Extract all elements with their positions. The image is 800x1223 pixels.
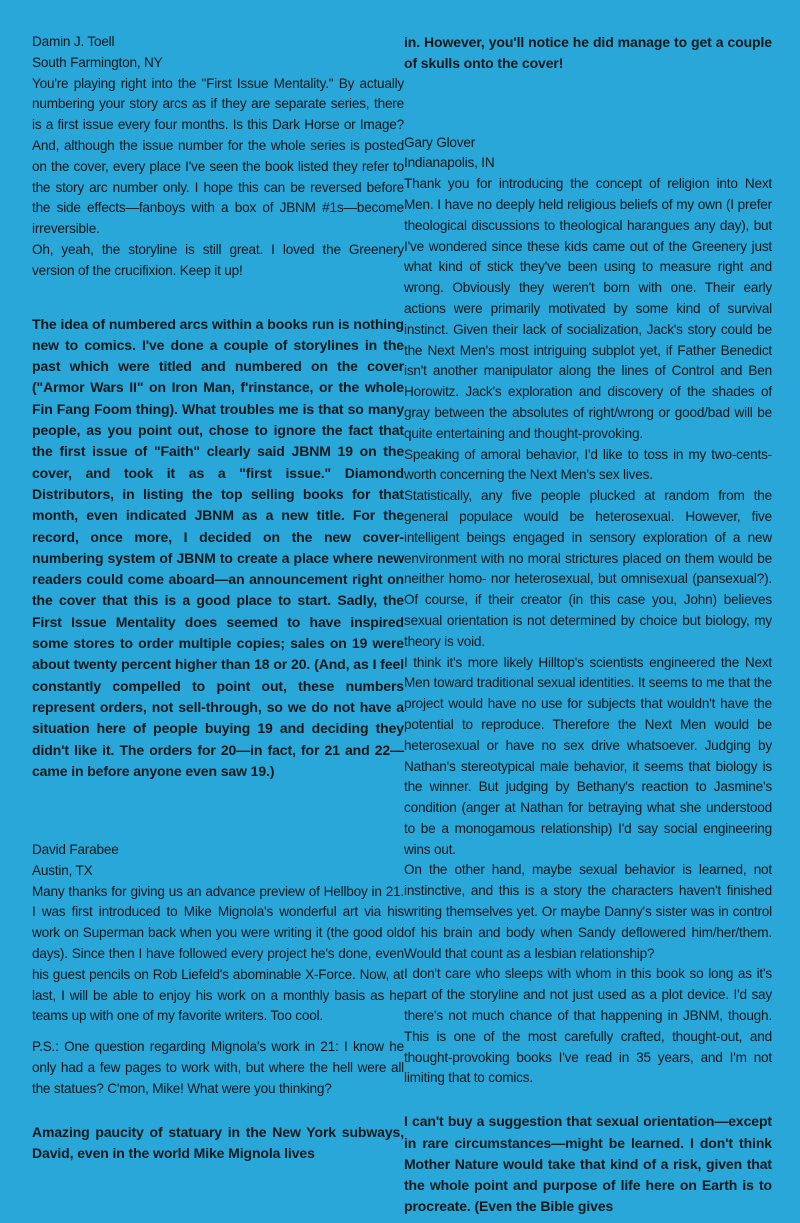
letter-author: David Farabee (32, 842, 119, 858)
left-column (32, 32, 404, 1164)
letter-author: Gary Glover (404, 134, 476, 150)
editor-response-continued: in. However, you'll notice he did manage to get a couple of skulls onto the cover! (404, 34, 772, 72)
letter-toell (32, 32, 404, 282)
editor-response: Amazing paucity of statuary in the New York subways, David, even in the world Mike Mignola lives (32, 1123, 404, 1161)
letter-paragraph: Thank you for introducing the concept of religion into Next Men. I have no deeply held religious beliefs of my own (I prefer theological discussions to theological harangues any day), but I've wondered since these kids came out of the Greenery just what kind of stick they've been using to measure right and wrong. Obviously they weren't born with one. Their early actions were primarily motivated by some kind of survival instinct. Given their lack of socialization, Jack's story could be the Next Men's most intriguing subplot yet, if Father Benedict isn't another manipulator along the lines of Control and Ben Horowitz. Jack's exploration and discovery of the shades of gray between the absolutes of right/wrong or good/bad will be quite entertaining and thought-provoking. (404, 176, 772, 441)
letter-location: Indianapolis, IN (404, 155, 495, 171)
letter-glover (404, 133, 772, 1090)
letter-paragraph: Speaking of amoral behavior, I'd like to toss in my two-cents-worth concerning the Next Men's sex lives. (404, 446, 772, 483)
letter-farabee (32, 840, 404, 1100)
letter-location: Austin, TX (32, 862, 93, 878)
letter-paragraph: P.S.: One question regarding Mignola's work in 21: I know he only had a few pages to work with, but where the hell were all the statues? C'mon, Mike! What were you thinking? (32, 1039, 404, 1096)
right-column (404, 32, 772, 1218)
letter-paragraph: Many thanks for giving us an advance preview of Hellboy in 21. I was first introduced to Mike Mignola's wonderful art via his work on Superman back when you were writing it (the good old days). Since then I have followed every project he's done, even his guest pencils on Rob Liefeld's abominable X-Force. Now, at last, I will be able to enjoy his work on a monthly basis as he teams up with one of my favorite writers. Too cool. (32, 883, 404, 1024)
letter-paragraph: I don't care who sleeps with whom in this book so long as it's part of the storyline and not just used as a plot device. I'd say there's not much chance of that happening in JBNM, though. This is one of the most carefully crafted, thought-out, and thought-provoking books I've read in 35 years, and I'm not limiting that to comics. (404, 966, 772, 1086)
editor-response: I can't buy a suggestion that sexual orientation—except in rare circumstances—might be learned. I don't think Mother Nature would take that kind of a risk, given that the whole point and purpose of life here on Earth is to procreate. (Even the Bible gives (404, 1113, 772, 1215)
letter-paragraph: On the other hand, maybe sexual behavior is learned, not instinctive, and this is a story the characters haven't finished writing themselves yet. Or maybe Danny's sister was in control of his brain and body when Sandy deflowered him/her/them. Would that count as a lesbian relationship? (404, 862, 772, 961)
letter-paragraph: Oh, yeah, the storyline is still great. I loved the Greenery version of the crucifixion. Keep it up! (32, 241, 404, 278)
letter-paragraph: I think it's more likely Hilltop's scientists engineered the Next Men toward traditional sexual identities. It seems to me that the project would have no use for subjects that wouldn't have the potential to reproduce. Therefore the Next Men would be heterosexual or have no sex drive whatsoever. Judging by Nathan's stereotypical male behavior, it seems that biology is the winner. But judging by Bethany's reaction to Jasmine's condition (anger at Nathan for betraying what she understood to be a monogamous relationship) I'd say social engineering wins out. (404, 654, 772, 857)
letter-location: South Farmington, NY (32, 54, 163, 70)
letter-paragraph: You're playing right into the "First Issue Mentality." By actually numbering your story arcs as if they are separate series, there is a first issue every four months. Is this Dark Horse or Image? And, although the issue number for the whole series is posted on the cover, every place I've seen the book listed they refer to the story arc number only. I hope this can be reversed before the side effects—fanboys with a box of JBNM #1s—become irreversible. (32, 75, 404, 237)
letter-paragraph: Statistically, any five people plucked at random from the general populace would be heterosexual. However, five intelligent beings engaged in sensory exploration of a new environment with no moral strictures placed on them would be neither homo- nor heterosexual, but omnisexual (pansexual?). Of course, if their creator (in this case you, John) believes sexual orientation is not determined by choice but biology, my theory is void. (404, 488, 772, 649)
editor-response: The idea of numbered arcs within a books run is nothing new to comics. I've done a couple of storylines in the past which were titled and numbered on the cover ("Armor Wars II" on Iron Man, f'rinstance, or the whole Fin Fang Foom thing). What troubles me is that so many people, as you point out, chose to ignore the fact that the first issue of "Faith" clearly said JBNM 19 on the cover, and took it as a "first issue." Diamond Distributors, in listing the top selling books for that month, even indicated JBNM as a new title. For the record, once more, I decided on the new cover-numbering system of JBNM to create a place where new readers could come aboard—an announcement right on the cover that this is a good place to start. Sadly, the First Issue Mentality does seemed to have inspired some stores to order multiple copies; sales on 19 were about twenty percent higher than 18 or 20. (And, as I feel constantly compelled to point out, these numbers represent orders, not sell-through, so we do not have a situation here of people buying 19 and deciding they didn't like it. The orders for 20—in fact, for 21 and 22—came in before anyone even saw 19.) (32, 315, 404, 779)
letter-author: Damin J. Toell (32, 34, 115, 49)
